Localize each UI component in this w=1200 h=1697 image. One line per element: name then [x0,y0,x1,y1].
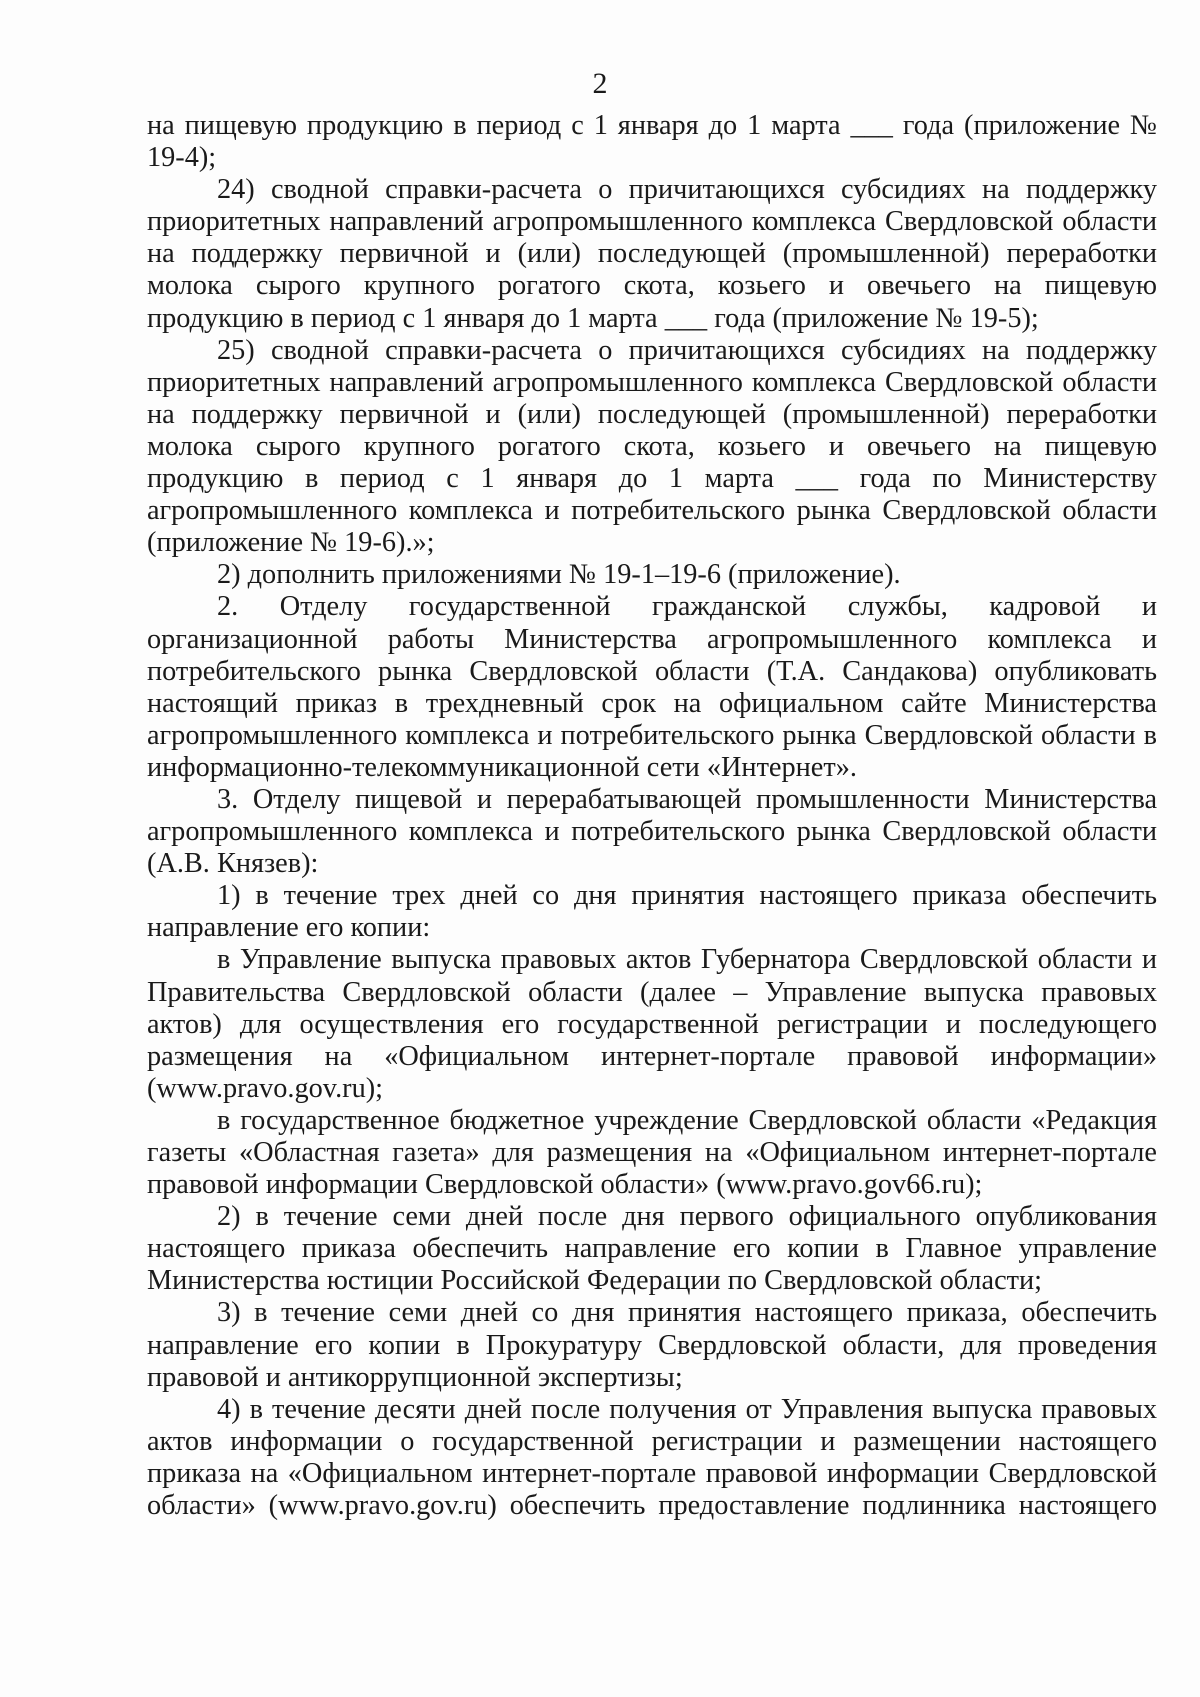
paragraph: в Управление выпуска правовых актов Губернатора Свердловской области и Правительства Свердловской области (далее – Управление выпуска правовых актов) для осуществления его государственной регистрации и последующего размещения на «Официальном интернет-портале правовой информации» (www.pravo.gov.ru); [147,944,1157,1104]
paragraph: 25) сводной справки-расчета о причитающихся субсидиях на поддержку приоритетных направлений агропромышленного комплекса Свердловской области на поддержку первичной и (или) последующей (промышленной) переработки молока сырого крупного рогатого скота, козьего и овечьего на пищевую продукцию в период с 1 января до 1 марта ___ года по Министерству агропромышленного комплекса и потребительского рынка Свердловской области (приложение № 19-6).»; [147,334,1157,559]
paragraph: 2. Отделу государственной гражданской службы, кадровой и организационной работы Министерства агропромышленного комплекса и потребительского рынка Свердловской области (Т.А. Сандакова) опубликовать настоящий приказ в трехдневный срок на официальном сайте Министерства агропромышленного комплекса и потребительского рынка Свердловской области в информационно-телекоммуникационной сети «Интернет». [147,591,1157,783]
paragraph: 3. Отделу пищевой и перерабатывающей промышленности Министерства агропромышленного комплекса и потребительского рынка Свердловской области (А.В. Князев): [147,783,1157,880]
document-body [147,110,1157,1522]
paragraph: 1) в течение трех дней со дня принятия настоящего приказа обеспечить направление его копии: [147,880,1157,944]
paragraph: 2) в течение семи дней после дня первого официального опубликования настоящего приказа обеспечить направление его копии в Главное управление Министерства юстиции Российской Федерации по Свердловской области; [147,1201,1157,1297]
paragraph: 2) дополнить приложениями № 19-1–19-6 (приложение). [217,559,901,591]
paragraph: на пищевую продукцию в период с 1 января до 1 марта ___ года (приложение № 19-4); [147,110,1157,174]
paragraph: 24) сводной справки-расчета о причитающихся субсидиях на поддержку приоритетных направлений агропромышленного комплекса Свердловской области на поддержку первичной и (или) последующей (промышленной) переработки молока сырого крупного рогатого скота, козьего и овечьего на пищевую продукцию в период с 1 января до 1 марта ___ года (приложение № 19-5); [147,174,1157,334]
paragraph: 4) в течение десяти дней после получения от Управления выпуска правовых актов информации о государственной регистрации и размещении настоящего приказа на «Официальном интернет-портале правовой информации Свердловской области» (www.pravo.gov.ru) обеспечить предоставление подлинника настоящего [147,1393,1157,1522]
page-number: 2 [592,67,608,100]
paragraph: в государственное бюджетное учреждение Свердловской области «Редакция газеты «Областная газета» для размещения на «Официальном интернет-портале правовой информации Свердловской области» (www.pravo.gov66.ru); [147,1104,1157,1201]
paragraph: 3) в течение семи дней со дня принятия настоящего приказа, обеспечить направление его копии в Прокуратуру Свердловской области, для проведения правовой и антикоррупционной экспертизы; [147,1297,1157,1393]
